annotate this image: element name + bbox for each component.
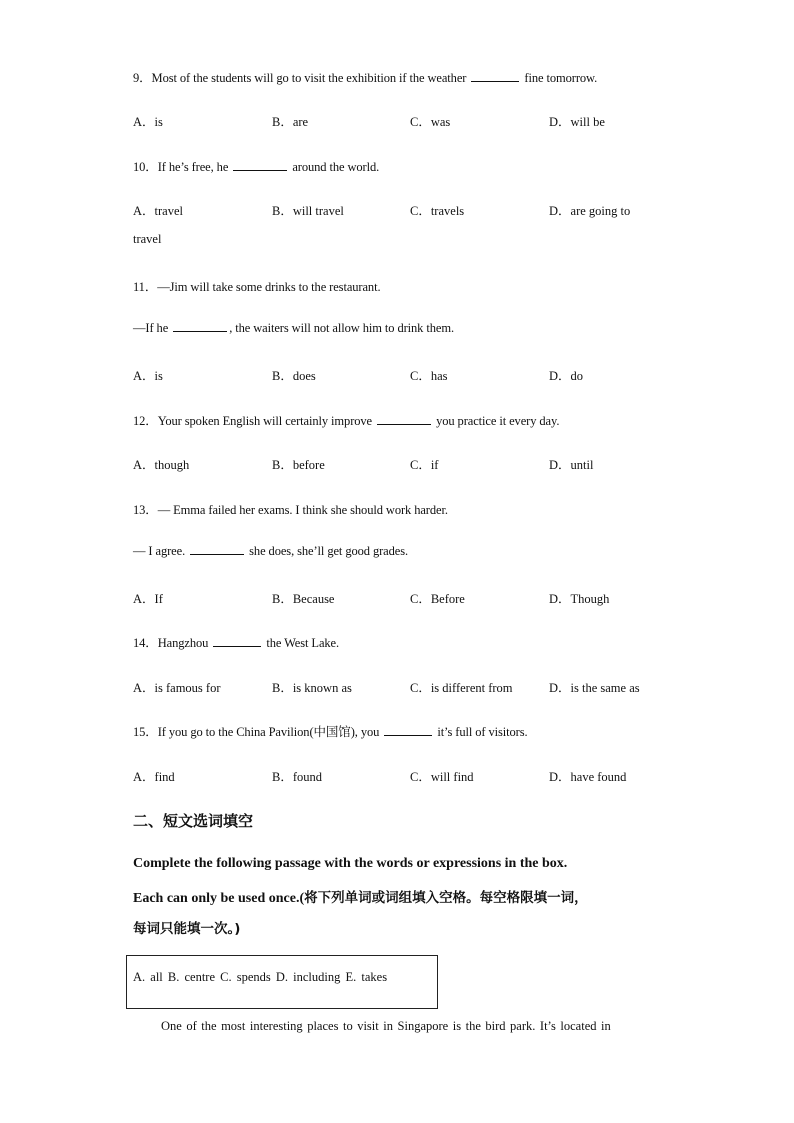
answer-blank — [190, 544, 244, 555]
option-a: A．travel — [133, 204, 183, 218]
option-a: A．is — [133, 115, 163, 129]
question-9-stem — [133, 68, 597, 86]
instruction-line-1: Complete the following passage with the words or expressions in the box. — [133, 856, 568, 871]
option-c: C．has — [410, 369, 448, 383]
option-a: A．is — [133, 369, 163, 383]
question-15-stem — [133, 722, 528, 740]
answer-blank — [384, 725, 432, 736]
option-b: B．are — [272, 115, 309, 129]
option-c: C．is different from — [410, 681, 513, 695]
option-d: D．until — [549, 458, 594, 472]
word-box — [126, 955, 438, 1009]
option-d-wrap: travel — [133, 232, 162, 246]
question-text: fine tomorrow. — [524, 71, 598, 85]
option-c: C．will find — [410, 770, 474, 784]
question-text: she does, she’ll get good grades. — [249, 544, 408, 558]
option-c: C．Before — [410, 592, 465, 606]
option-c: C．travels — [410, 204, 465, 218]
question-13-line2 — [133, 544, 408, 559]
question-text: 12．Your spoken English will certainly improve — [133, 414, 373, 428]
section-title: 二、短文选词填空 — [133, 812, 254, 830]
question-text: —If he — [133, 321, 169, 335]
answer-blank — [471, 71, 519, 82]
question-text: 15．If you go to the China Pavilion(中国馆), you — [133, 725, 380, 739]
option-b: B．is known as — [272, 681, 352, 695]
option-d: D．is the same as — [549, 681, 640, 695]
question-12-stem — [133, 411, 559, 429]
passage-text: One of the most interesting places to visit in Singapore is the bird park. It’s located in — [161, 1019, 611, 1033]
option-c: C．if — [410, 458, 439, 472]
question-text: 11．—Jim will take some drinks to the restaurant. — [133, 280, 381, 294]
option-b: B．does — [272, 369, 316, 383]
question-text: it’s full of visitors. — [437, 725, 528, 739]
option-d: D．have found — [549, 770, 627, 784]
question-text: , the waiters will not allow him to drink them. — [229, 321, 454, 335]
instruction-text-cn: 将下列单词或词组填入空格。每空格限填一词， — [304, 890, 588, 906]
question-text: the West Lake. — [266, 636, 340, 650]
option-d: D．will be — [549, 115, 605, 129]
question-11-line2 — [133, 321, 454, 336]
option-c: C．was — [410, 115, 451, 129]
question-text: 9．Most of the students will go to visit the exhibition if the weather — [133, 71, 467, 85]
question-text: you practice it every day. — [436, 414, 560, 428]
option-a: A．find — [133, 770, 175, 784]
question-text: 10．If he’s free, he — [133, 160, 229, 174]
question-13-stem — [133, 500, 448, 518]
instruction-line-2 — [133, 886, 588, 907]
option-a: A．is famous for — [133, 681, 221, 695]
option-a: A．If — [133, 592, 163, 606]
question-11-stem — [133, 277, 380, 295]
instruction-text: Each can only be used once.( — [133, 891, 305, 906]
question-text: around the world. — [292, 160, 380, 174]
word-box-options: A. all B. centre C. spends D. including E. takes — [133, 970, 388, 984]
question-text: 14．Hangzhou — [133, 636, 209, 650]
option-b: B．will travel — [272, 204, 344, 218]
question-10-stem — [133, 157, 379, 175]
option-b: B．Because — [272, 592, 335, 606]
answer-blank — [377, 414, 431, 425]
instruction-line-3 — [133, 917, 240, 938]
option-b: B．before — [272, 458, 325, 472]
answer-blank — [213, 636, 261, 647]
question-text: — I agree. — [133, 544, 186, 558]
option-a: A．though — [133, 458, 190, 472]
option-d: D．are going to — [549, 204, 631, 218]
option-d: D．do — [549, 369, 584, 383]
instruction-text-cn: 每词只能填一次。) — [133, 921, 241, 937]
answer-blank — [233, 160, 287, 171]
option-d: D．Though — [549, 592, 610, 606]
question-14-stem — [133, 633, 339, 651]
question-text: 13．— Emma failed her exams. I think she should work harder. — [133, 503, 448, 517]
answer-blank — [173, 321, 227, 332]
option-b: B．found — [272, 770, 323, 784]
